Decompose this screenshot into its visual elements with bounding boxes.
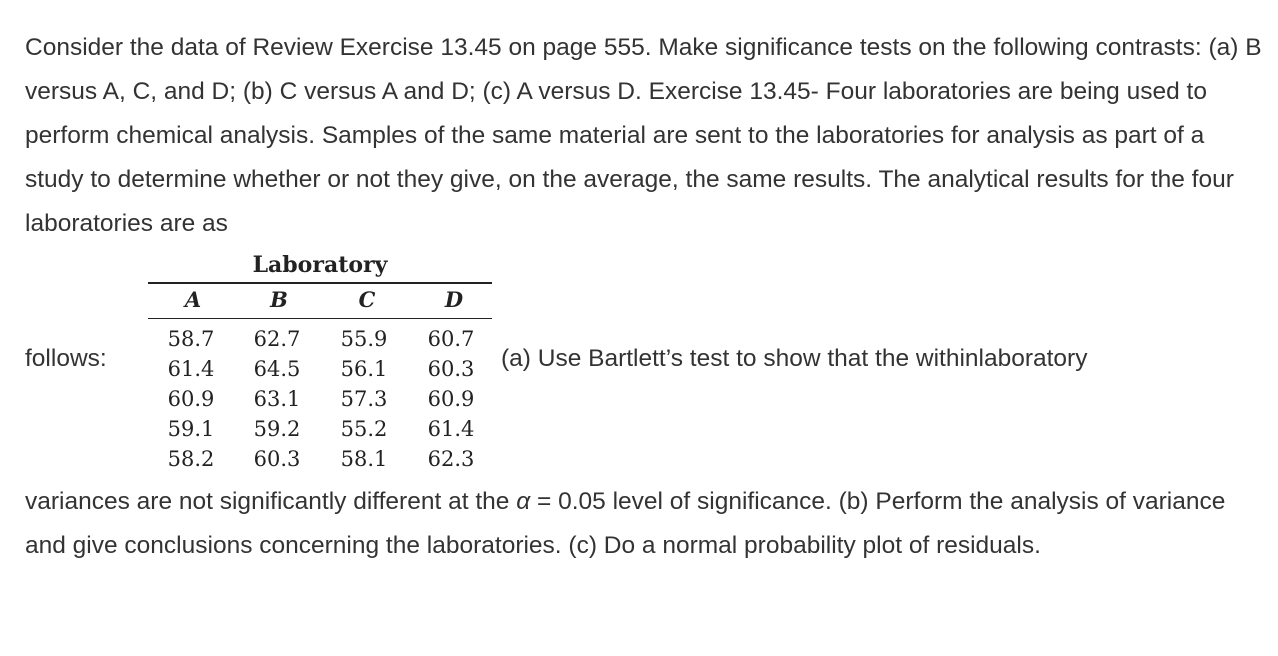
table-cell: 60.3 xyxy=(253,447,301,471)
conclusion-text xyxy=(25,480,1265,568)
table-cell: 64.5 xyxy=(253,357,301,381)
column-header-d: D xyxy=(444,287,464,312)
conclusion-text-before: variances are not significantly different at the xyxy=(25,488,517,515)
table-cell: 57.3 xyxy=(340,387,388,411)
conclusion-text-after: = 0.05 level of significance. (b) Perform the analysis of variance and give conclusions concerning the laboratories. (c) Do a normal probability plot of residuals. xyxy=(25,488,1226,559)
table-header-rule xyxy=(148,318,492,319)
table-cell: 59.2 xyxy=(253,417,301,441)
table-cell: 60.9 xyxy=(167,387,215,411)
table-cell: 60.7 xyxy=(427,327,475,351)
problem-intro-text: Consider the data of Review Exercise 13.45 on page 555. Make significance tests on the following contrasts: (a) B versus A, C, and D; (b) C versus A and D; (c) A versus D. Exercise 13.45- Four laboratories are being used to perform chemical analysis. Samples of the same material are sent to the laboratories for analysis as part of a study to determine whether or not they give, on the average, the same results. The analytical results for the four laboratories are as xyxy=(25,34,1262,237)
table-cell: 62.3 xyxy=(427,447,475,471)
table-cell: 63.1 xyxy=(253,387,301,411)
table-cell: 60.9 xyxy=(427,387,475,411)
column-header-b: B xyxy=(270,287,288,312)
table-cell: 58.2 xyxy=(167,447,215,471)
table-cell: 59.1 xyxy=(167,417,215,441)
table-cell: 55.2 xyxy=(340,417,388,441)
table-cell: 60.3 xyxy=(427,357,475,381)
table-top-rule xyxy=(148,282,492,284)
table-cell: 61.4 xyxy=(167,357,215,381)
table-title: Laboratory xyxy=(252,252,388,278)
alpha-symbol: α xyxy=(516,488,531,515)
table-cell: 55.9 xyxy=(340,327,388,351)
follows-label: follows: xyxy=(25,345,107,372)
table-cell: 61.4 xyxy=(427,417,475,441)
table-cell: 56.1 xyxy=(340,357,388,381)
table-cell: 58.1 xyxy=(340,447,388,471)
table-cell: 62.7 xyxy=(253,327,301,351)
table-cell: 58.7 xyxy=(167,327,215,351)
bartlett-test-text: (a) Use Bartlett’s test to show that the withinlaboratory xyxy=(501,345,1088,372)
column-header-a: A xyxy=(184,287,202,312)
column-header-c: C xyxy=(358,287,376,312)
